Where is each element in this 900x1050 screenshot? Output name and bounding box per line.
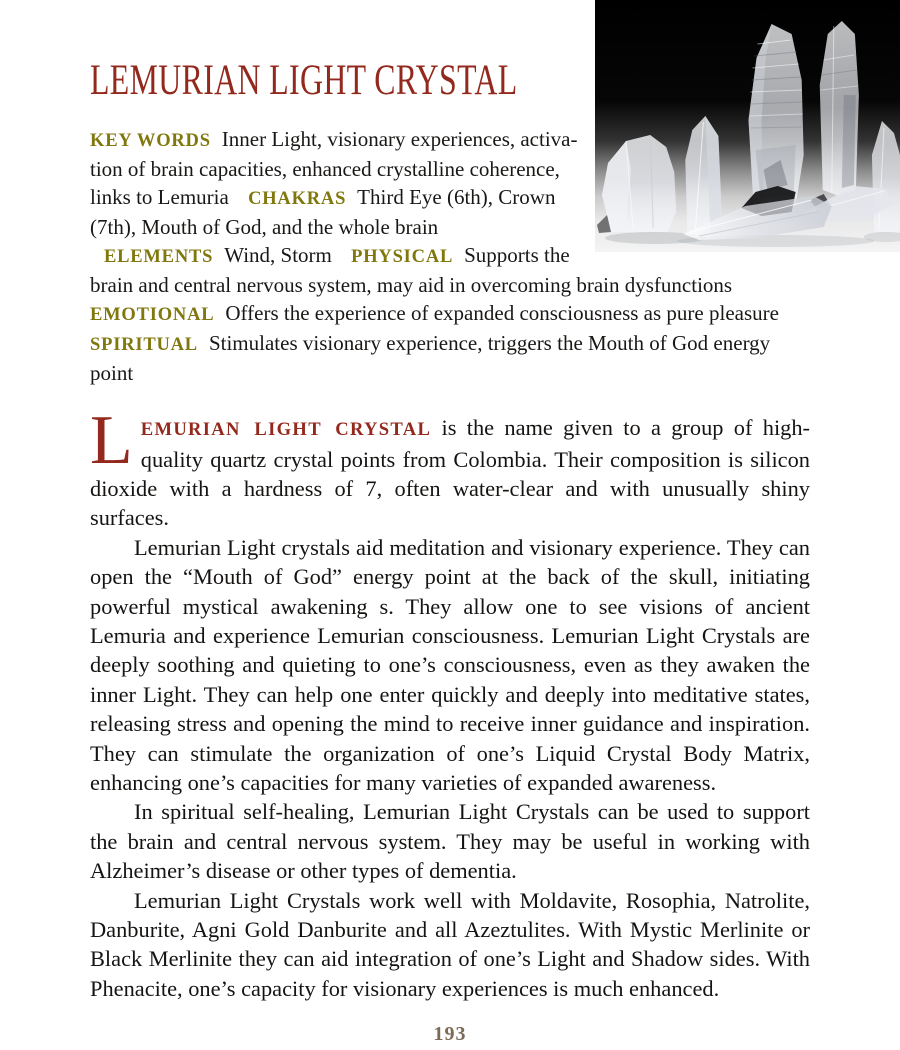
- page-title: LEMURIAN LIGHT CRYSTAL: [90, 57, 518, 104]
- keyword-text: Wind, Storm: [224, 243, 332, 268]
- keyword-label-key-words: KEY WORDS: [90, 131, 211, 152]
- keyword-text: Stimulates visionary experience, triggers the Mouth of God energy point: [90, 331, 771, 386]
- crystal-photo: [595, 0, 900, 252]
- page-number: 193: [433, 1023, 467, 1046]
- keyword-label-emotional: EMOTIONAL: [90, 305, 215, 326]
- body-paragraphs: [90, 533, 810, 1004]
- keyword-text: Supports the brain and central nervous system, may aid in overcoming brain dysfunctions: [90, 243, 733, 298]
- keyword-label-elements: ELEMENTS: [104, 247, 214, 268]
- body-text: [90, 402, 811, 1003]
- lead-rest: is the name given to a group of high-quality quartz crystal points from Colombia. Their composition is silicon dioxide with a hardness of 7, often water-clear and with unusually shiny surfaces.: [90, 415, 811, 531]
- keyword-label-chakras: CHAKRAS: [248, 189, 347, 210]
- keyword-text: Third Eye (6th), Crown (7th), Mouth of God, and the whole brain: [90, 185, 556, 240]
- keyword-label-physical: PHYSICAL: [351, 247, 454, 268]
- keyword-text: Offers the experience of expanded consciousness as pure pleasure: [225, 301, 779, 326]
- drop-cap: L: [90, 402, 133, 480]
- lead-smallcaps: EMURIAN LIGHT CRYSTAL: [140, 419, 432, 441]
- body-paragraph: Lemurian Light crystals aid meditation and visionary experience. They can open the “Mouth of God” energy point at the back of the skull, initiating powerful mystical awakening s. They allow one to see visions of ancient Lemuria and experience Lemurian consciousness. Lemurian Light Crystals are deeply soothing and quieting to one’s consciousness, even as they awaken the inner Light. They can help one enter quickly and deeply into meditative states, releasing stress and opening the mind to receive inner guidance and inspiration. They can stimulate the organization of one’s Liquid Crystal Body Matrix, enhancing one’s capacities for many varieties of expanded awareness.: [90, 534, 810, 796]
- keyword-line: [90, 329, 810, 387]
- lead-paragraph: [90, 402, 811, 533]
- keyword-text: Inner Light, visionary experiences, activation of brain capacities, enhanced crystalline coherence, links to Lemuria: [90, 127, 578, 210]
- keyword-label-spiritual: SPIRITUAL: [90, 335, 198, 356]
- body-paragraph: Lemurian Light Crystals work well with Moldavite, Rosophia, Natrolite, Danburite, Agni Gold Danburite and all Azeztulites. With Mystic Merlinite or Black Merlinite they can aid integration of one’s Light and Shadow sides. With Phenacite, one’s capacity for visionary experiences is much enhanced.: [90, 887, 810, 1001]
- crystal-photo-illustration: [595, 0, 900, 252]
- keyword-line: [90, 299, 810, 329]
- body-paragraph: In spiritual self-healing, Lemurian Light Crystals can be used to support the brain and central nervous system. They may be useful in working with Alzheimer’s disease or other types of dementia.: [90, 799, 810, 884]
